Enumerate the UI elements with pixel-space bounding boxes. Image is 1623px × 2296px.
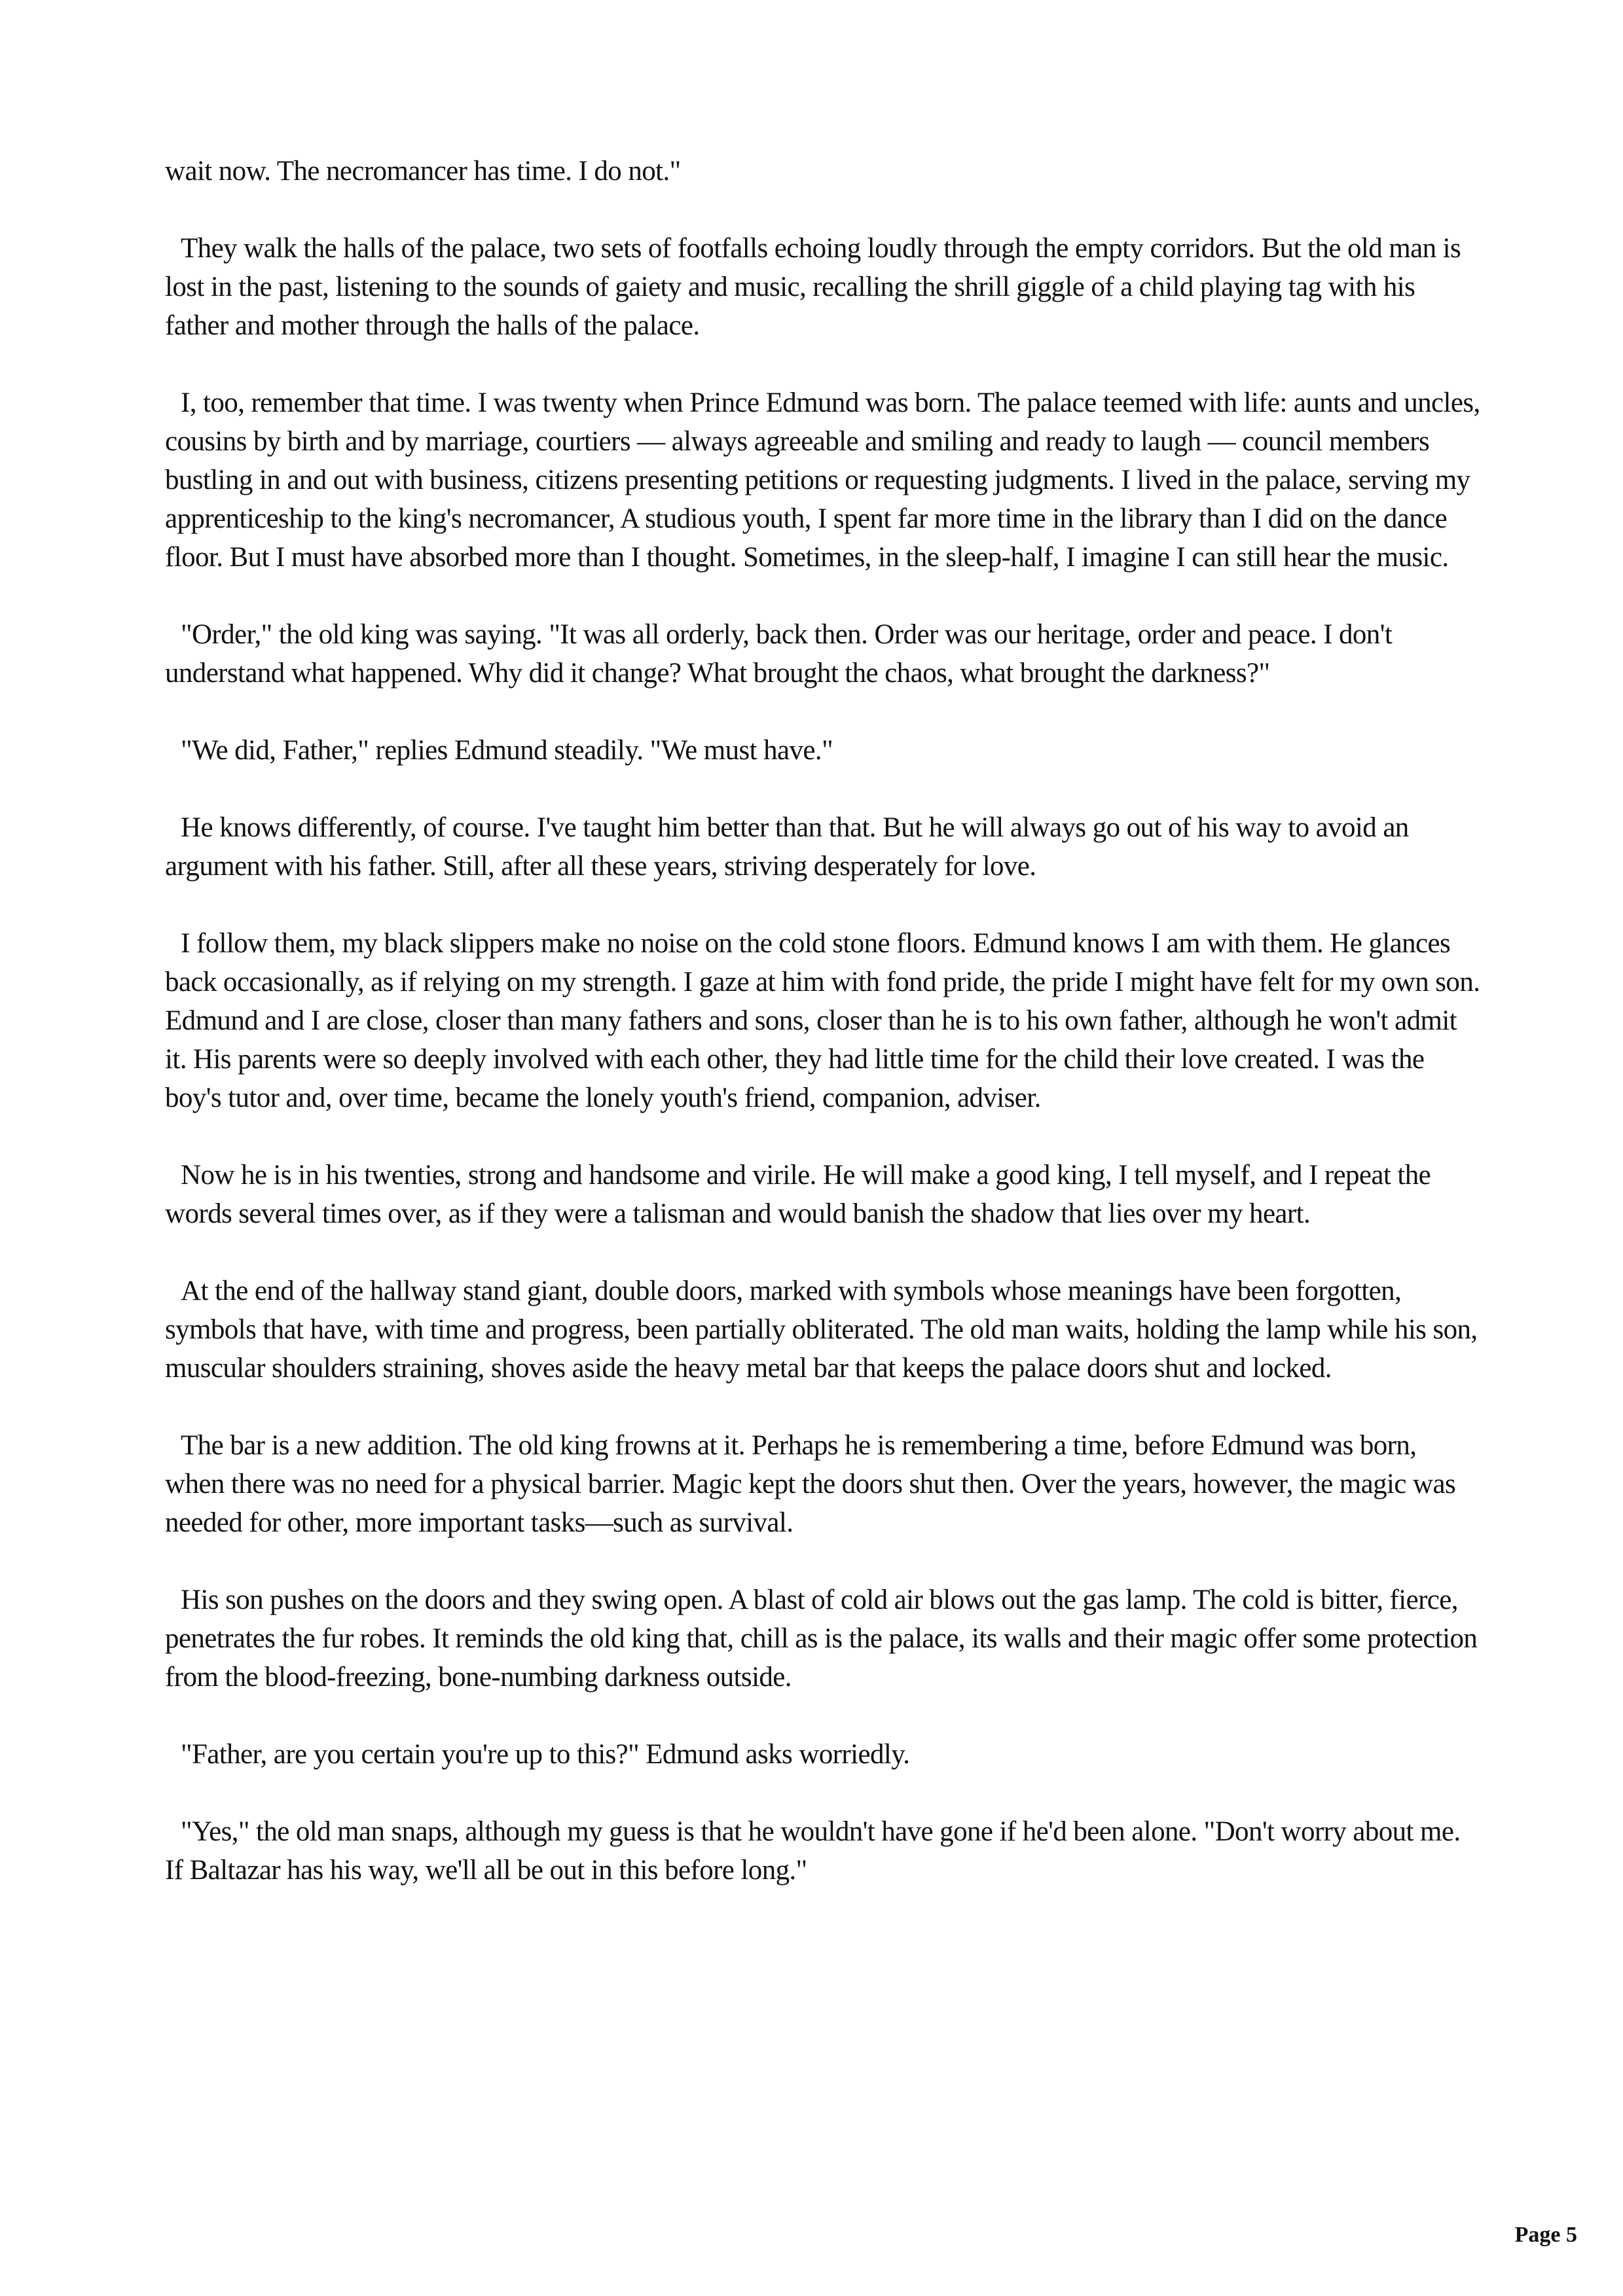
paragraph-2: They walk the halls of the palace, two sets of footfalls echoing loudly through the empty corridors. But the old man is lost in the past, listening to the sounds of gaiety and music, recalling the shrill giggle of a child playing tag with his father and mother through the halls of the palace. — [165, 233, 1461, 341]
paragraph-7: I follow them, my black slippers make no noise on the cold stone floors. Edmund knows I am with them. He glances back occasionally, as if relying on my strength. I gaze at him with fond pride, the pride I might have felt for my own son. Edmund and I are close, closer than many fathers and sons, closer than he is to his own father, although he won't admit it. His parents were so deeply involved with each other, they had little time for the child their love created. I was the boy's tutor and, over time, became the lonely youth's friend, companion, adviser. — [165, 928, 1480, 1113]
page-number: Page 5 — [1514, 2223, 1577, 2247]
paragraph-3: I, too, remember that time. I was twenty when Prince Edmund was born. The palace teemed with life: aunts and uncles, cousins by birth and by marriage, courtiers — always agreeable and smiling and ready to laugh — council members bustling in and out with business, citizens presenting petitions or requesting judgments. I lived in the palace, serving my apprenticeship to the king's necromancer, A studious youth, I spent far more time in the library than I did on the dance floor. But I must have absorbed more than I thought. Sometimes, in the sleep-half, I imagine I can still hear the music. — [165, 387, 1480, 573]
paragraph-5: "We did, Father," replies Edmund steadily. "We must have." — [181, 735, 833, 766]
paragraph-4: "Order," the old king was saying. "It was all orderly, back then. Order was our heritage, order and peace. I don't understand what happened. Why did it change? What brought the chaos, what brought the darkness?" — [165, 619, 1393, 689]
paragraph-13: "Yes," the old man snaps, although my guess is that he wouldn't have gone if he'd been alone. "Don't worry about me. If Baltazar has his way, we'll all be out in this before long." — [165, 1816, 1461, 1886]
body-text — [165, 152, 1481, 1928]
paragraph-1: wait now. The necromancer has time. I do not." — [165, 156, 681, 187]
paragraph-12: "Father, are you certain you're up to this?" Edmund asks worriedly. — [181, 1739, 910, 1770]
paragraph-6: He knows differently, of course. I've taught him better than that. But he will always go out of his way to avoid an argument with his father. Still, after all these years, striving desperately for love. — [165, 812, 1409, 882]
paragraph-8: Now he is in his twenties, strong and handsome and virile. He will make a good king, I tell myself, and I repeat the words several times over, as if they were a talisman and would banish the shadow that lies over my heart. — [165, 1160, 1431, 1229]
paragraph-11: His son pushes on the doors and they swing open. A blast of cold air blows out the gas lamp. The cold is bitter, fierce, penetrates the fur robes. It reminds the old king that, chill as is the palace, its walls and their magic offer some protection from the blood-freezing, bone-numbing darkness outside. — [165, 1585, 1478, 1693]
paragraph-10: The bar is a new addition. The old king frowns at it. Perhaps he is remembering a time, before Edmund was born, when there was no need for a physical barrier. Magic kept the doors shut then. Over the years, however, the magic was needed for other, more important tasks—such as survival. — [165, 1430, 1456, 1538]
paragraph-9: At the end of the hallway stand giant, double doors, marked with symbols whose meanings have been forgotten, symbols that have, with time and progress, been partially obliterated. The old man waits, holding the lamp while his son, muscular shoulders straining, shoves aside the heavy metal bar that keeps the palace doors shut and locked. — [165, 1276, 1478, 1384]
